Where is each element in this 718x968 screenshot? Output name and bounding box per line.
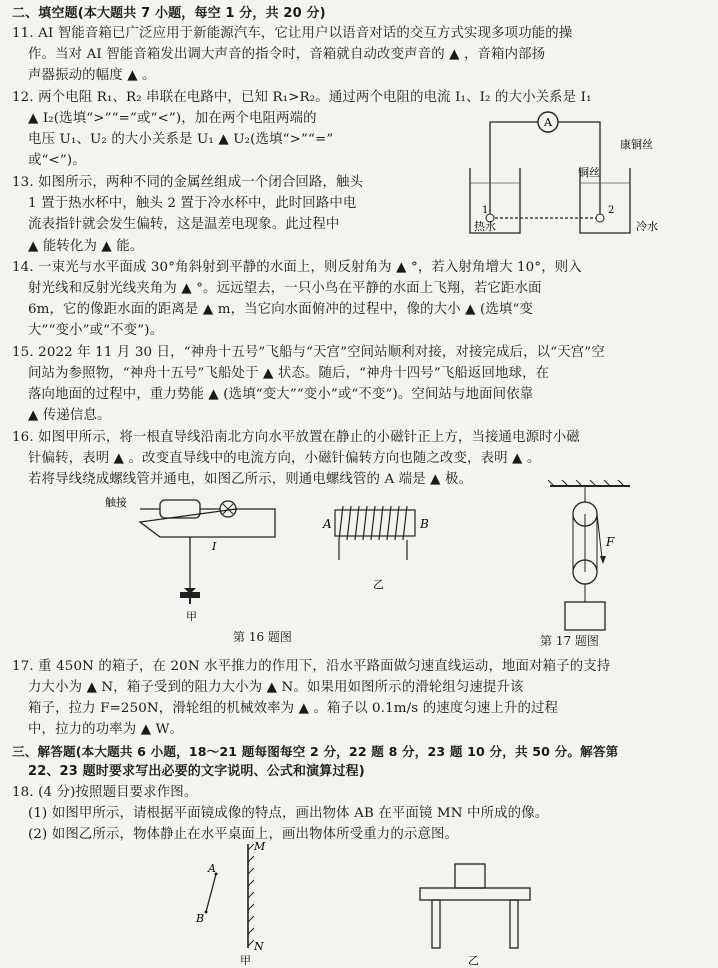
section-heading-fill-in: 二、填空题(本大题共 7 小题，每空 1 分，共 20 分): [12, 6, 326, 21]
question-18-line-1: 18. (4 分)按照题目要求作图。: [12, 785, 198, 800]
question-11-line-2: 作。当对 AI 智能音箱发出调大声音的指令时，音箱就自动改变声音的 ▲ ，音箱内部扬: [28, 47, 546, 62]
svg-text:甲: 甲: [240, 954, 251, 967]
svg-text:乙: 乙: [373, 578, 384, 591]
question-13-line-1: 13. 如图所示，两种不同的金属丝组成一个闭合回路，触头: [12, 175, 364, 190]
figure-16-jia: [100, 492, 300, 622]
svg-text:乙: 乙: [468, 954, 479, 967]
question-17-line-2: 力大小为 ▲ N，箱子受到的阻力大小为 ▲ N。如果用如图所示的滑轮组匀速提升该: [28, 680, 524, 695]
question-15-line-2: 间站为参照物，“神舟十五号”飞船处于 ▲ 状态。随后，“神舟十四号”飞船返回地球，在: [28, 366, 550, 381]
svg-text:冷水: 冷水: [636, 220, 658, 233]
question-12-line-2: ▲ I₂(选填“>”“=”或“<”)，加在两个电阻两端的: [28, 111, 317, 126]
figure-18-jia-mirror: [190, 838, 280, 968]
svg-text:A: A: [544, 116, 552, 129]
svg-text:甲: 甲: [186, 610, 197, 622]
svg-text:触接: 触接: [105, 496, 127, 509]
figure-18-yi-table: [410, 852, 540, 968]
question-11-line-3: 声器振动的幅度 ▲ 。: [28, 68, 156, 83]
solenoid-core: [335, 510, 415, 536]
figure-16-caption: 第 16 题图: [233, 630, 292, 644]
section-heading-solutions-2: 22、23 题时要求写出必要的文字说明、公式和演算过程): [28, 764, 365, 779]
svg-text:A: A: [323, 517, 332, 531]
table-top: [420, 888, 530, 900]
figure-17-caption: 第 17 题图: [540, 634, 599, 648]
question-12-line-3: 电压 U₁、U₂ 的大小关系是 U₁ ▲ U₂(选填“>”“=”: [28, 132, 334, 147]
figure-16-yi: [305, 500, 455, 600]
question-12-line-4: 或“<”)。: [28, 153, 86, 168]
question-14-line-3: 6m，它的像距水面的距离是 ▲ m，当它向水面俯冲的过程中，像的大小 ▲ (选填“变: [28, 302, 534, 317]
figure-17-pulley: [540, 480, 660, 640]
compass-needle-icon: [184, 588, 196, 592]
svg-text:F: F: [606, 535, 615, 549]
question-16-line-3: 若将导线绕成螺线管并通电，如图乙所示，则通电螺线管的 A 端是 ▲ 极。: [28, 472, 473, 487]
svg-text:铜丝: 铜丝: [578, 166, 600, 179]
section-heading-solutions: 三、解答题(本大题共 6 小题，18～21 题每图每空 2 分，22 题 8 分，23 题 10 分，共 50 分。解答第: [12, 744, 619, 759]
question-12-line-1: 12. 两个电阻 R₁、R₂ 串联在电路中，已知 R₁>R₂。通过两个电阻的电流 I₁、I₂ 的大小关系是 I₁: [12, 90, 592, 105]
question-11-line-1: 11. AI 智能音箱已广泛应用于新能源汽车，它让用户以语音对话的交互方式实现多项功能的操: [12, 26, 573, 41]
question-14-line-4: 大”“变小”或“不变”)。: [28, 323, 164, 338]
box-icon: [565, 602, 605, 630]
question-13-line-4: ▲ 能转化为 ▲ 能。: [28, 239, 144, 254]
svg-text:热水: 热水: [474, 220, 496, 233]
question-17-line-4: 中，拉力的功率为 ▲ W。: [28, 722, 184, 737]
question-18-part-2: (2) 如图乙所示，物体静止在水平桌面上，画出物体所受重力的示意图。: [28, 827, 459, 842]
question-14-line-2: 射光线和反射光线夹角为 ▲ °。远远望去，一只小鸟在平静的水面上飞翔，若它距水面: [28, 281, 542, 296]
svg-text:康铜丝: 康铜丝: [620, 138, 653, 151]
thermocouple-figure: [460, 108, 690, 238]
question-15-line-3: 落向地面的过程中，重力势能 ▲ (选填“变大”“变小”或“不变”)。空间站与地面间依靠: [28, 387, 534, 402]
question-15-line-1: 15. 2022 年 11 月 30 日，“神舟十五号”飞船与“天宫”空间站顺利对接，对接完成后，以“天宫”空: [12, 345, 605, 360]
svg-text:2: 2: [608, 205, 615, 216]
question-13-line-3: 流表指针就会发生偏转，这是温差电现象。此过程中: [28, 217, 340, 232]
svg-text:I: I: [212, 540, 217, 553]
svg-text:M: M: [254, 840, 266, 853]
question-17-line-1: 17. 重 450N 的箱子，在 20N 水平推力的作用下，沿水平路面做匀速直线运动，地面对箱子的支持: [12, 659, 611, 674]
object-on-table: [455, 864, 485, 888]
question-14-line-1: 14. 一束光与水平面成 30°角斜射到平静的水面上，则反射角为 ▲ °，若入射角增大 10°，则入: [12, 260, 582, 275]
question-17-line-3: 箱子，拉力 F=250N，滑轮组的机械效率为 ▲ 。箱子以 0.1m/s 的速度匀速上升的过程: [28, 701, 559, 716]
question-16-line-1: 16. 如图甲所示，将一根直导线沿南北方向水平放置在静止的小磁针正上方，当接通电源时小磁: [12, 430, 580, 445]
question-16-line-2: 针偏转，表明 ▲ 。改变直导线中的电流方向，小磁针偏转方向也随之改变，表明 ▲ 。: [28, 451, 541, 466]
svg-text:1: 1: [482, 205, 489, 216]
svg-text:B: B: [196, 912, 205, 925]
svg-text:A: A: [208, 862, 216, 875]
svg-text:N: N: [254, 940, 264, 953]
question-18-part-1: (1) 如图甲所示，请根据平面镜成像的特点，画出物体 AB 在平面镜 MN 中所成的像。: [28, 806, 549, 821]
svg-text:B: B: [420, 517, 429, 531]
question-15-line-4: ▲ 传递信息。: [28, 408, 111, 423]
question-13-line-2: 1 置于热水杯中，触头 2 置于冷水杯中，此时回路中电: [28, 196, 357, 211]
